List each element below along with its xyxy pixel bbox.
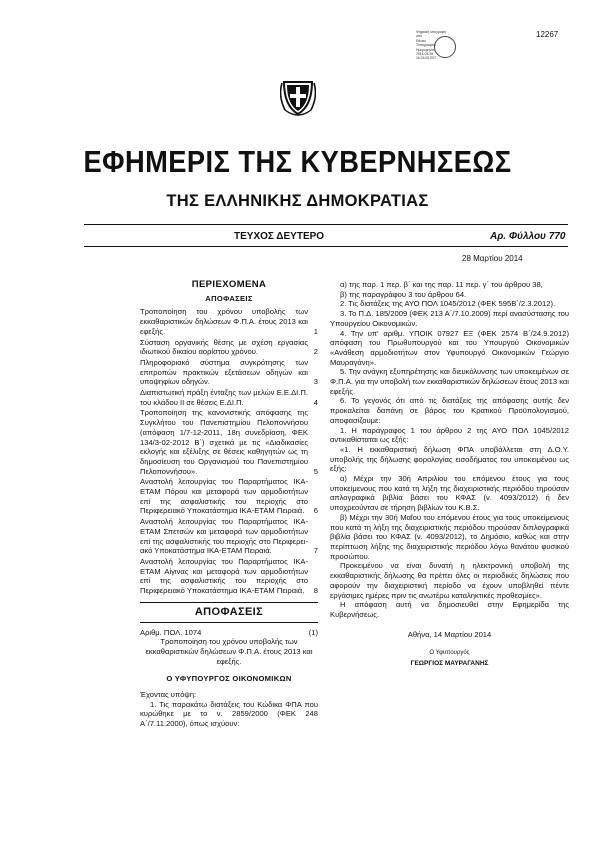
toc-text: Τροποποίηση της κανονιστικής απόφασης της Συγκλήτου του Πανεπιστημίου Πελοποννήσου (απόφαση 1/7-12-2011, 18η συνεδρίαση, ΦΕΚ 134/3-02-2012 Β΄) σχετικά με τις «Διαδικασίες εκλογής και εξέλιξης σε θέσεις καθηγητών ως τη δημοσίευση του Οργανισμού του Πανεπιστημίου Πελοποννήσου».	[140, 408, 308, 476]
decision-number	[140, 628, 318, 638]
toc-text: Σύσταση οργανικής θέσης με σχέση εργασίας ιδιωτικού δικαίου αορίστου χρόνου.	[140, 337, 308, 357]
page-number: 12267	[536, 30, 559, 39]
paragraph: 3. Το Π.Δ. 185/2009 (ΦΕΚ 213 Α΄/7.10.2009) περί ανασύστασης του Υπουργείου Οικονομικών.	[330, 309, 569, 328]
digital-signature-stamp	[416, 30, 466, 61]
toc-text: Διαπιστωτική πράξη ένταξης των μελών Ε.Ε.ΔΙ.Π. του κλάδου ΙΙ σε θέσεις Ε.ΔΙ.Π.	[140, 388, 308, 407]
toc-text: Αναστολή λειτουργίας του Παραρτήματος ΙΚΑ-ΕΤΑΜ Σπετσών και μεταφορά των αρμοδιοτήτων επί της ασφαλιστικής του περιοχής στο Περιφερειακό Υποκατάστημα ΙΚΑ-ΕΤΑΜ Πειραιά.	[140, 517, 308, 556]
toc-item[interactable]	[140, 338, 318, 357]
stamp-line: Εθνικό	[416, 38, 427, 43]
toc-item[interactable]	[140, 557, 318, 596]
paragraph: 1. Τις παρακάτω διατάξεις του Κώδικα ΦΠΑ που κυρώθηκε με το ν. 2859/2000 (ΦΕΚ 248 Α΄/7.11.2000), όπως ισχύουν:	[140, 699, 318, 729]
toc-text: Πληροφοριακό σύστημα συγκρότησης των επιτροπών πρακτικών εξετάσεων οδηγών και υποψηφίων οδηγών.	[140, 357, 308, 387]
stamp-line: Ψηφιακή υπογραφή	[416, 30, 446, 34]
stamp-line: από	[416, 34, 423, 39]
toc-item[interactable]	[140, 408, 318, 476]
toc-page: 4	[313, 397, 318, 407]
contents-subheading: ΑΠΟΦΑΣΕΙΣ	[205, 293, 253, 303]
stamp-line: 16:24:05 EET	[416, 56, 437, 61]
stamp-line: Ημερομηνία:	[416, 47, 435, 52]
paragraph: 5. Την ανάγκη εξυπηρέτησης και διευκόλυνσης των υποκειμένων σε Φ.Π.Α. για την υποβολή των εκκαθαριστικών δηλώσεων έτους 2013 και εφεξής.	[330, 367, 569, 396]
left-column	[140, 280, 318, 729]
header-rule	[84, 246, 568, 247]
paragraph: β) της παραγράφου 3 του άρθρου 64.	[340, 289, 467, 299]
issue-type: ΤΕΥΧΟΣ ΔΕΥΤΕΡΟ	[234, 231, 325, 242]
paragraph: Η απόφαση αυτή να δημοσιευθεί στην Εφημερίδα της Κυβερνήσεως.	[330, 600, 569, 619]
toc-page: 7	[313, 546, 318, 556]
gazette-subtitle: ΤΗΣ ΕΛΛΗΝΙΚΗΣ ΔΗΜΟΚΡΑΤΙΑΣ	[166, 192, 429, 210]
sheet-number	[490, 231, 565, 242]
right-column	[330, 280, 569, 669]
gazette-title: ΕΦΗΜΕΡΙΣ ΤΗΣ ΚΥΒΕΡΝΗΣΕΩΣ	[83, 144, 512, 179]
paragraph: «1. Η εκκαθαριστική δήλωση ΦΠΑ υποβάλλεται στη Δ.Ο.Υ. υποβολής της δήλωσης φορολογίας εισοδήματος του υποκειμένου ως εξής:	[330, 444, 569, 474]
signature-name: ΓΕΩΡΓΙΟΣ ΜΑΥΡΑΓΑΝΗΣ	[410, 660, 489, 668]
coat-of-arms-icon	[280, 74, 316, 118]
toc-page: 6	[313, 506, 318, 516]
toc-page: 5	[313, 466, 318, 476]
paragraph: α) της παρ. 1 περ. β΄ και της παρ. 11 περ. γ΄ του άρθρου 38,	[340, 280, 543, 289]
section-rule	[140, 622, 318, 623]
paragraph: β) Μέχρι την 30ή Μαΐου του επόμενου έτους για τους υποκείμενους που κατά τη λήξη της διαχειριστικής περιόδου τηρούσαν διπλογραφικά βιβλία βάσει του ΚΦΑΣ (ν. 4093/2012), το Δημόσιο, καθώς και στην περίπτωση λήξης της διαχειριστικής περιόδου λόγω θανάτου φυσικού προσώπου.	[330, 512, 569, 561]
seal-icon	[434, 36, 456, 58]
paragraph: 6. Το γεγονός ότι από τις διατάξεις της απόφασης αυτής δεν προκαλείται δαπάνη σε βάρος του Κρατικού Προϋπολογισμού, αποφασίζουμε:	[330, 396, 569, 425]
header-rule	[84, 224, 568, 225]
paragraph: α) Μέχρι την 30ή Απριλίου του επόμενου έτους για τους υποκείμενους που κατά τη λήξη της διαχειριστικής περιόδου τηρούσαν απλογραφικά βιβλία βάσει του ΚΦΑΣ (ν. 4093/2012) ή δεν υποχρεούνταν σε τήρηση βιβλίων του Κ.Β.Σ.	[330, 474, 569, 513]
minister-heading: Ο ΥΦΥΠΟΥΡΓΟΣ ΟΙΚΟΝΟΜΙΚΩΝ	[166, 674, 292, 684]
toc-page: 3	[313, 377, 318, 387]
toc-text: Αναστολή λειτουργίας του Παραρτήματος ΙΚΑ-ΕΤΑΜ Πόρου και μεταφορά των αρμοδιοτήτων επί της ασφαλιστικής του περιοχής στο Περιφερειακό Υποκατάστημα ΙΚΑ-ΕΤΑΜ Πειραιά.	[140, 477, 308, 516]
paragraph: 1. Η παράγραφος 1 του άρθρου 2 της ΑΥΟ ΠΟΛ 1045/2012 αντικαθίσταται ως εξής:	[330, 425, 569, 445]
contents-heading: ΠΕΡΙΕΧΟΜΕΝΑ	[191, 279, 267, 290]
paragraph: 4. Την υπ' αριθμ. ΥΠΟΙΚ 07927 ΕΞ (ΦΕΚ 2574 Β΄/24.9.2012) απόφαση του Πρωθυπουργού και του Υπουργού Οικονομικών «Ανάθεση αρμοδιοτήτων στον Υφυπουργό Οικονομικών Γεώργιο Μαυραγάνη».	[330, 328, 569, 367]
signature-place-date: Αθήνα, 14 Μαρτίου 2014	[407, 629, 492, 639]
toc-item[interactable]	[140, 477, 318, 516]
decision-index: (1)	[308, 627, 318, 637]
toc-text: Τροποποίηση του χρόνου υποβολής των εκκαθαριστικών δηλώσεων Φ.Π.Α. έτους 2013 και εφεξής.	[140, 307, 308, 336]
toc-item[interactable]	[140, 517, 318, 556]
toc-page: 8	[313, 586, 318, 596]
sheet-label: Αρ. Φύλλου	[490, 231, 546, 242]
toc-page: 2	[313, 347, 318, 357]
toc-item[interactable]	[140, 388, 318, 407]
decision-ref: Αριθμ. ΠΟΛ. 1074	[140, 627, 202, 637]
decision-title: Τροποποίηση του χρόνου υποβολής των εκκαθαριστικών δηλώσεων Φ.Π.Α. έτους 2013 και εφεξής.	[145, 637, 313, 666]
paragraph: Έχοντας υπόψη:	[140, 690, 197, 700]
toc-page: 1	[313, 326, 318, 336]
toc-text: Αναστολή λειτουργίας του Παραρτήματος ΙΚΑ-ΕΤΑΜ Αίγινας και μεταφορά των αρμοδιοτήτων επί της ασφαλιστικής του περιοχής στο Περιφερειακό Υποκατάστημα ΙΚΑ-ΕΤΑΜ Πειραιά.	[140, 556, 308, 596]
paragraph: 2. Τις διατάξεις της ΑΥΟ ΠΟΛ 1045/2012 (ΦΕΚ 595Β΄/2.3.2012).	[340, 299, 556, 309]
toc-item[interactable]	[140, 307, 318, 336]
stamp-line: Τυπογραφείο	[416, 43, 436, 48]
sheet-value: 770	[548, 231, 566, 242]
stamp-line: 2014.03.28	[416, 52, 433, 57]
paragraph: Προκειμένου να είναι δυνατή η ηλεκτρονική υποβολή της εκκαθαριστικής δήλωσης θα πρέπει όλες οι περιοδικές δηλώσεις που αφορούν την διαχειριστική περίοδο να έχουν υποβληθεί πέντε εργάσιμες ημέρες πριν τις ανωτέρω καταληκτικές προθεσμίες».	[330, 561, 569, 600]
decisions-heading: ΑΠΟΦΑΣΕΙΣ	[194, 605, 264, 618]
issue-date: 28 Μαρτίου 2014	[462, 254, 523, 263]
signature-role: Ο Υφυπουργός	[429, 650, 470, 657]
section-rule	[140, 602, 318, 603]
toc-item[interactable]	[140, 358, 318, 387]
